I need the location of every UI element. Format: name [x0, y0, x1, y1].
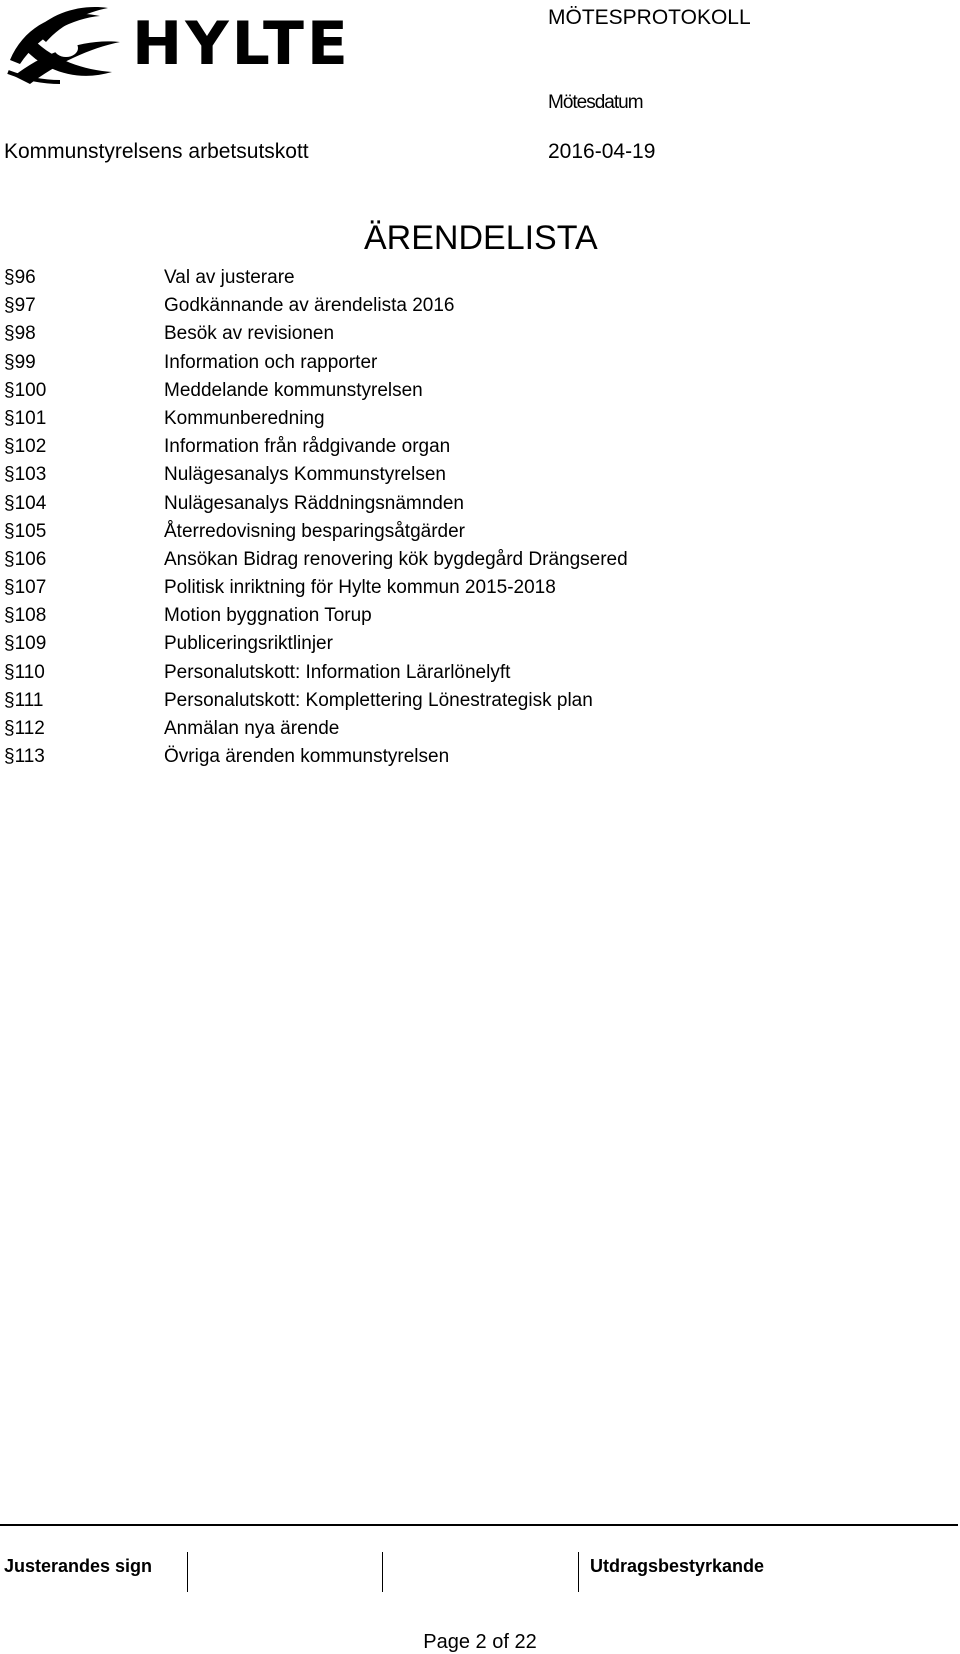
agenda-item: [0, 743, 960, 771]
committee-name: Kommunstyrelsens arbetsutskott: [4, 140, 309, 163]
item-title: Information och rapporter: [164, 351, 378, 373]
extract-certification-label: Utdragsbestyrkande: [590, 1556, 765, 1576]
item-number: §98: [4, 323, 36, 345]
item-title: Kommunberedning: [164, 407, 325, 429]
agenda-item: [0, 659, 960, 687]
item-title: Information från rådgivande organ: [164, 436, 451, 458]
item-number: §100: [4, 379, 47, 401]
agenda-item: [0, 546, 960, 574]
document-type: MÖTESPROTOKOLL: [548, 6, 751, 29]
item-number: §105: [4, 520, 47, 542]
item-title: Nulägesanalys Kommunstyrelsen: [164, 464, 446, 486]
agenda-item: [0, 292, 960, 320]
agenda-item: [0, 602, 960, 630]
item-number: §102: [4, 436, 47, 458]
item-title: Publiceringsriktlinjer: [164, 633, 333, 655]
item-title: Godkännande av ärendelista 2016: [164, 295, 455, 317]
agenda-item: [0, 405, 960, 433]
item-number: §113: [4, 746, 45, 768]
agenda-item: [0, 518, 960, 546]
page-number: Page 2 of 22: [423, 1631, 537, 1653]
item-title: Nulägesanalys Räddningsnämnden: [164, 492, 464, 514]
item-number: §104: [4, 492, 47, 514]
item-title: Ansökan Bidrag renovering kök bygdegård Drängsered: [164, 548, 628, 570]
agenda-item: [0, 377, 960, 405]
agenda-title: ÄRENDELISTA: [364, 219, 598, 257]
meeting-date: 2016-04-19: [548, 140, 656, 163]
footer-divider: [0, 1524, 958, 1526]
item-number: §99: [4, 351, 36, 373]
item-number: §96: [4, 267, 36, 288]
item-title: Besök av revisionen: [164, 323, 335, 345]
signature-label: Justerandes sign: [4, 1556, 153, 1576]
hylte-logo-icon: [4, 2, 124, 86]
item-number: §106: [4, 548, 47, 570]
item-number: §103: [4, 464, 47, 486]
agenda-item: [0, 433, 960, 461]
agenda-item: [0, 630, 960, 658]
item-number: §112: [4, 718, 45, 739]
signature-box-divider: [578, 1552, 579, 1592]
item-number: §109: [4, 633, 47, 655]
item-title: Personalutskott: Komplettering Lönestrategisk plan: [164, 689, 593, 711]
item-number: §101: [4, 407, 47, 429]
meeting-date-label: Mötesdatum: [548, 92, 643, 113]
agenda-item: [0, 574, 960, 602]
item-title: Motion byggnation Torup: [164, 605, 372, 627]
item-title: Personalutskott: Information Lärarlönelyft: [164, 661, 511, 683]
agenda-item: [0, 264, 960, 292]
item-title: Övriga ärenden kommunstyrelsen: [164, 746, 450, 768]
agenda-item: [0, 490, 960, 518]
signature-box-divider: [187, 1552, 188, 1592]
item-number: §97: [4, 295, 36, 317]
item-number: §107: [4, 577, 47, 599]
item-title: Meddelande kommunstyrelsen: [164, 379, 423, 401]
item-title: Politisk inriktning för Hylte kommun 2015-2018: [164, 577, 556, 599]
item-number: §111: [4, 689, 44, 711]
agenda-list: [0, 264, 960, 771]
item-number: §110: [4, 661, 45, 683]
item-title: Anmälan nya ärende: [164, 718, 340, 739]
agenda-item: [0, 320, 960, 348]
agenda-item: [0, 461, 960, 489]
signature-box-divider: [382, 1552, 383, 1592]
logo-text: HYLTE: [132, 9, 351, 79]
item-title: Återredovisning besparingsåtgärder: [164, 520, 466, 542]
item-number: §108: [4, 605, 47, 627]
agenda-item: [0, 349, 960, 377]
item-title: Val av justerare: [164, 267, 295, 288]
agenda-item: [0, 715, 960, 743]
agenda-item: [0, 687, 960, 715]
